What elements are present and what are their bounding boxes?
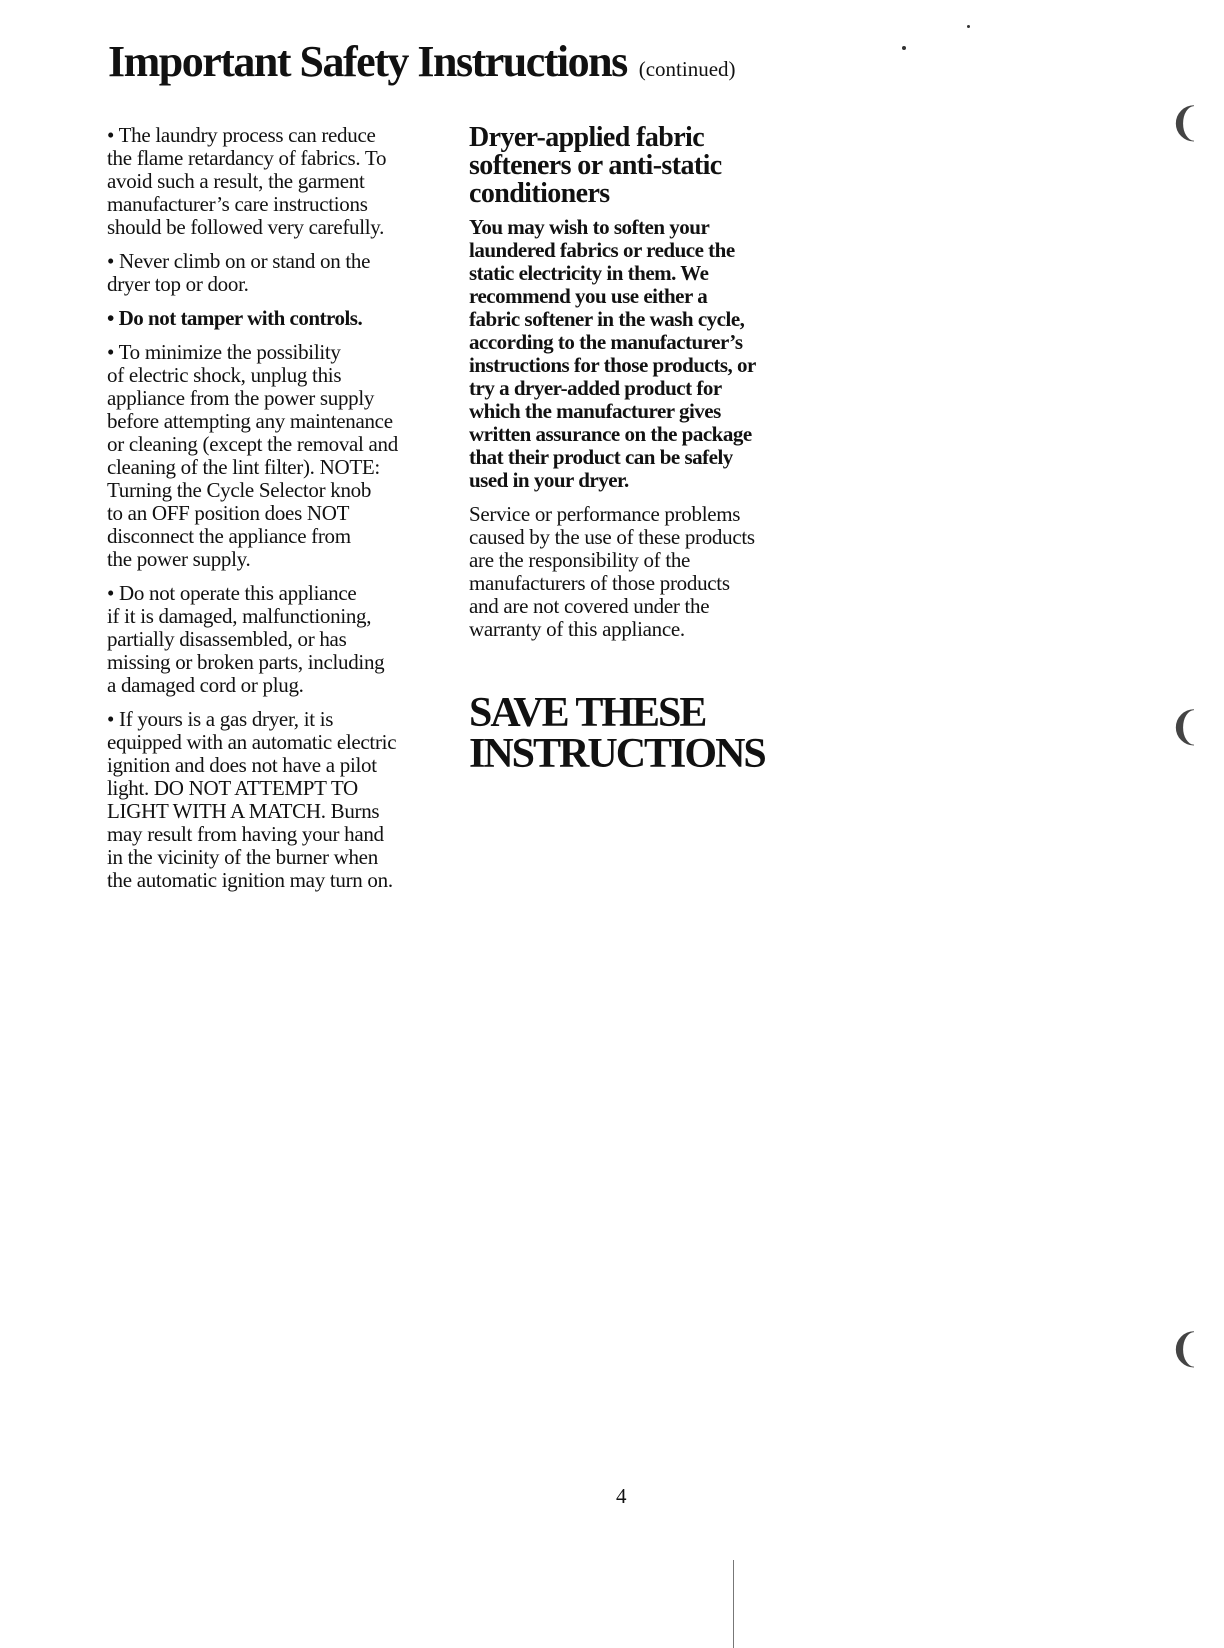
page-number: 4 [616, 1484, 627, 1508]
safety-item-do-not-operate: • Do not operate this appliance if it is damaged, malfunctioning, partially disassembled, or has missing or broken parts, including a damaged cord or plug. [107, 581, 385, 697]
page-title-continued: (continued) [638, 57, 736, 81]
left-column [107, 124, 427, 903]
right-column [469, 124, 809, 652]
page-title [108, 37, 736, 86]
safety-item-do-not-tamper: • Do not tamper with controls. [107, 306, 363, 330]
safety-item-gas-dryer: • If yours is a gas dryer, it is equipped with an automatic electric ignition and does not have a pilot light. DO NOT ATTEMPT TO LIGHT WITH A MATCH. Burns may result from having your hand in the vicinity of the burner when the automatic ignition may turn on. [107, 707, 397, 892]
binder-hole-mark-icon: ❨ [1168, 100, 1202, 146]
binder-hole-mark-icon: ❨ [1168, 1326, 1202, 1372]
page-title-main: Important Safety Instructions [108, 37, 627, 86]
scan-edge-line [733, 1560, 734, 1648]
save-instructions-heading: SAVE THESE INSTRUCTIONS [469, 690, 765, 777]
section-heading-fabric-softeners: Dryer-applied fabric softeners or anti-static conditioners [469, 122, 722, 209]
binder-hole-mark-icon: ❨ [1168, 704, 1202, 750]
safety-item-flame-retardancy: • The laundry process can reduce the flame retardancy of fabrics. To avoid such a result, the garment manufacturer’s care instructions should be followed very carefully. [107, 123, 387, 239]
scan-speck [967, 25, 970, 28]
scan-speck [902, 46, 906, 50]
safety-item-never-climb: • Never climb on or stand on the dryer top or door. [107, 249, 371, 296]
service-problems-note: Service or performance problems caused by the use of these products are the responsibility of the manufacturers of those products and are not covered under the warranty of this appliance. [469, 502, 755, 641]
fabric-softener-recommendation: You may wish to soften your laundered fabrics or reduce the static electricity in them. We recommend you use either a fabric softener in the wash cycle, according to the manufacturer’s instructions for those products, or try a dryer-added product for which the manufacturer gives written assurance on the package that their product can be safely used in your dryer. [469, 215, 756, 492]
safety-item-electric-shock: • To minimize the possibility of electric shock, unplug this appliance from the power supply before attempting any maintenance or cleaning (except the removal and cleaning of the lint filter). NOTE: Turning the Cycle Selector knob to an OFF position does NOT disconnect the appliance from the power supply. [107, 340, 398, 571]
